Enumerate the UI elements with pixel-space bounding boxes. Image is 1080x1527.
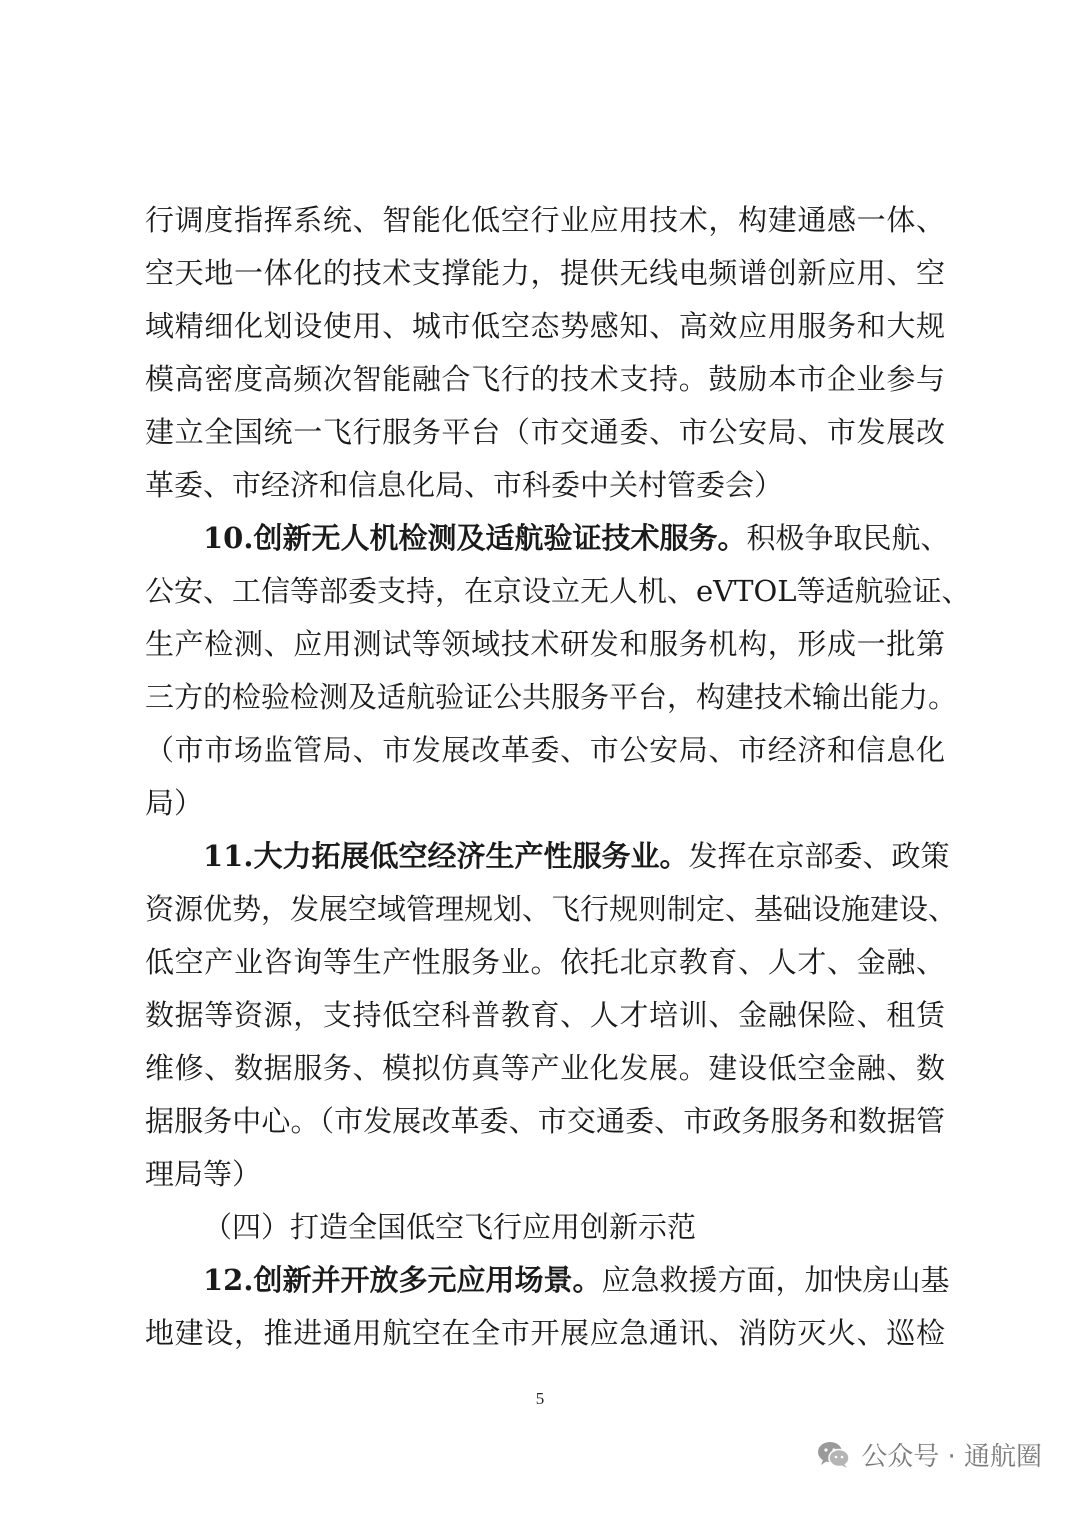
watermark-text: 公众号 · 通航圈 — [861, 1442, 1042, 1472]
page-number: 5 — [535, 1389, 545, 1408]
item-12-title: 12.创新并开放多元应用场景。 — [203, 1263, 602, 1297]
body-line: 公安、工信等部委支持，在京设立无人机、eVTOL等适航验证、 — [145, 574, 971, 608]
item-11-first-line — [203, 836, 950, 876]
body-line: 理局等） — [145, 1157, 262, 1191]
watermark — [817, 1436, 1042, 1473]
body-line: 革委、市经济和信息化局、市科委中关村管委会） — [145, 468, 784, 502]
body-line: 空天地一体化的技术支撑能力，提供无线电频谱创新应用、空 — [145, 256, 945, 290]
body-line: 地建设，推进通用航空在全市开展应急通讯、消防灭火、巡检 — [145, 1316, 945, 1350]
body-line: 行调度指挥系统、智能化低空行业应用技术，构建通感一体、 — [145, 203, 945, 237]
body-line: 局） — [145, 786, 204, 820]
body-line: 模高密度高频次智能融合飞行的技术支持。鼓励本市企业参与 — [145, 362, 945, 396]
item-10-first-line — [203, 518, 950, 558]
section-heading: （四）打造全国低空飞行应用创新示范 — [203, 1210, 697, 1244]
body-line: 数据等资源，支持低空科普教育、人才培训、金融保险、租赁 — [145, 998, 945, 1032]
item-12-text: 应急救援方面，加快房山基 — [601, 1263, 950, 1297]
body-line: 建立全国统一飞行服务平台（市交通委、市公安局、市发展改 — [145, 415, 945, 449]
wechat-icon — [817, 1440, 851, 1470]
item-12-first-line — [203, 1260, 950, 1300]
body-line: 据服务中心。（市发展改革委、市交通委、市政务服务和数据管 — [145, 1104, 945, 1138]
body-line: 资源优势，发展空域管理规划、飞行规则制定、基础设施建设、 — [145, 892, 958, 926]
item-11-title: 11.大力拓展低空经济生产性服务业。 — [203, 839, 689, 873]
body-line: 域精细化划设使用、城市低空态势感知、高效应用服务和大规 — [145, 309, 945, 343]
item-10-text: 积极争取民航、 — [746, 521, 950, 555]
body-line: （市市场监管局、市发展改革委、市公安局、市经济和信息化 — [145, 733, 945, 767]
body-line: 维修、数据服务、模拟仿真等产业化发展。建设低空金融、数 — [145, 1051, 945, 1085]
item-11-text: 发挥在京部委、政策 — [688, 839, 950, 873]
body-line: 生产检测、应用测试等领域技术研发和服务机构，形成一批第 — [145, 627, 945, 661]
body-line: 低空产业咨询等生产性服务业。依托北京教育、人才、金融、 — [145, 945, 945, 979]
body-line: 三方的检验检测及适航验证公共服务平台，构建技术输出能力。 — [145, 680, 958, 714]
item-10-title: 10.创新无人机检测及适航验证技术服务。 — [203, 521, 747, 555]
